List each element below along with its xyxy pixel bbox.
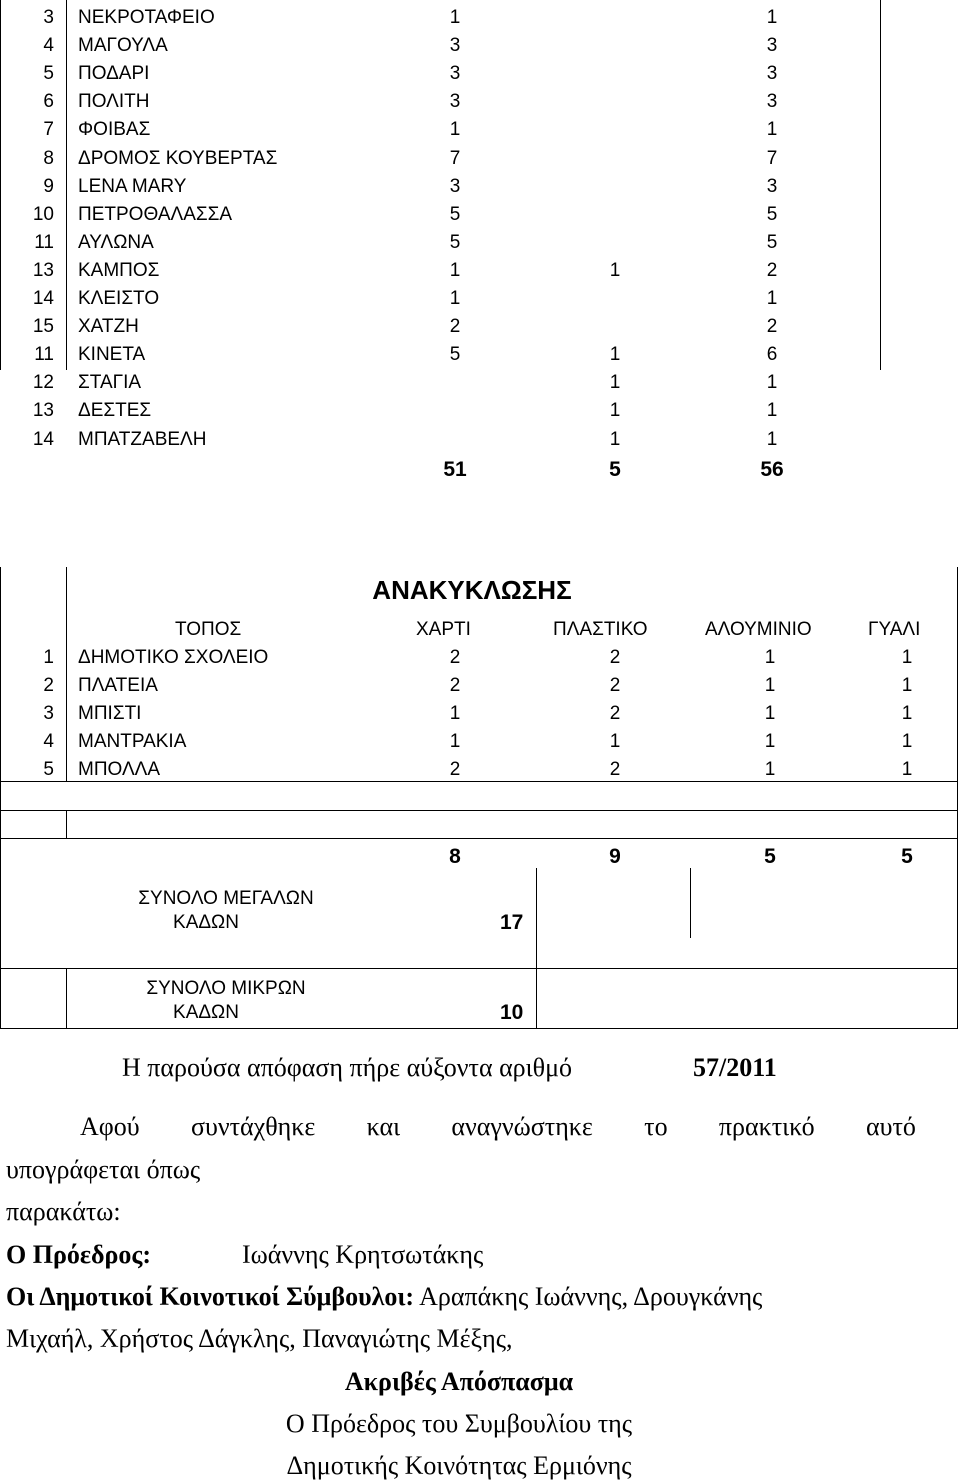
table-row <box>0 173 880 201</box>
row-value-a: 2 <box>449 316 461 338</box>
recycling-title <box>0 575 958 606</box>
councillors-label: Οι Δημοτικοί Κοινοτικοί Σύμβουλοι: <box>6 1282 415 1311</box>
row-value-b: 1 <box>609 400 621 422</box>
row-number: 3 <box>43 703 54 724</box>
row-value-c: 3 <box>766 91 778 113</box>
divider-bins-2 <box>690 868 691 938</box>
row-name: ΜΑΓΟΥΛΑ <box>78 35 168 57</box>
row-paper: 1 <box>449 731 461 752</box>
closing-word: το <box>644 1112 668 1141</box>
table-row <box>0 341 880 369</box>
closing-line-2: υπογράφεται όπως <box>6 1155 201 1184</box>
row-number: 9 <box>43 175 54 197</box>
signatory-line-1: Ο Πρόεδρος του Συμβουλίου της <box>285 1409 633 1438</box>
closing-line-1 <box>80 1112 916 1142</box>
row-name: ΧΑΤΖΗ <box>78 316 139 338</box>
row-value-a: 1 <box>449 119 461 141</box>
table-row <box>0 201 880 229</box>
row-value-c: 1 <box>766 400 778 422</box>
row-number: 14 <box>32 288 54 309</box>
table-row <box>0 257 880 285</box>
councillors-names-1: Αραπάκης Ιωάννης, Δρουγκάνης <box>419 1282 763 1311</box>
row-number: 5 <box>43 759 54 780</box>
row-name: ΠΕΤΡΟΘΑΛΑΣΣΑ <box>78 203 233 225</box>
row-plastic: 2 <box>609 703 621 724</box>
row-number: 13 <box>32 400 54 422</box>
row-glass: 1 <box>901 703 913 724</box>
row-value-c: 1 <box>766 119 778 141</box>
row-plastic: 2 <box>609 675 621 696</box>
row-value-a: 3 <box>449 63 461 85</box>
row-glass: 1 <box>901 647 913 668</box>
row-value-c: 3 <box>766 35 778 57</box>
row-glass: 1 <box>901 675 913 696</box>
row-number: 11 <box>34 231 54 253</box>
row-value-a: 5 <box>449 203 461 225</box>
table-row <box>0 60 880 88</box>
row-aluminium: 1 <box>764 703 776 724</box>
row-value-a: 3 <box>449 91 461 113</box>
row-value-a: 5 <box>449 344 461 366</box>
row-number: 3 <box>43 7 54 28</box>
row-glass: 1 <box>901 759 913 780</box>
president-name: Ιωάννης Κρητσωτάκης <box>242 1240 484 1269</box>
row-value-a: 1 <box>449 259 461 281</box>
divider-mid <box>66 810 67 838</box>
row-number: 7 <box>43 119 54 141</box>
decision-text: Η παρούσα απόφαση πήρε αύξοντα αριθμό <box>122 1053 573 1082</box>
closing-word: συντάχθηκε <box>190 1112 316 1141</box>
row-place: ΜΑΝΤΡΑΚΙΑ <box>78 731 187 752</box>
row-name: ΚΙΝΕΤΑ <box>78 344 146 366</box>
row-number: 2 <box>43 675 54 696</box>
row-value-a: 7 <box>449 147 461 169</box>
row-value-c: 5 <box>766 231 778 253</box>
material-totals-row <box>0 843 958 871</box>
small-bins-value: 10 <box>500 1001 524 1024</box>
row-name: ΠΟΛΙΤΗ <box>78 91 150 113</box>
header-paper: ΧΑΡΤΙ <box>416 619 471 640</box>
rule-4 <box>0 968 958 969</box>
header-aluminium: ΑΛΟΥΜΙΝΙΟ <box>705 619 812 640</box>
recycling-table <box>0 567 958 1029</box>
row-value-c: 7 <box>766 147 778 169</box>
recycling-row <box>0 756 958 784</box>
row-value-c: 2 <box>766 259 778 281</box>
row-aluminium: 1 <box>764 675 776 696</box>
header-row <box>0 616 958 644</box>
row-aluminium: 1 <box>764 759 776 780</box>
row-number: 5 <box>43 63 54 85</box>
row-value-c: 1 <box>766 372 778 394</box>
row-value-b: 1 <box>609 372 621 394</box>
row-name: ΠΟΔΑΡΙ <box>78 63 150 85</box>
row-name: ΚΛΕΙΣΤΟ <box>78 288 160 309</box>
rule-3 <box>0 838 958 839</box>
councillors-line-2: Μιχαήλ, Χρήστος Δάγκλης, Παναγιώτης Μέξης, <box>6 1324 513 1353</box>
table-row <box>0 32 880 60</box>
row-value-b: 1 <box>609 259 621 281</box>
table-row <box>0 145 880 173</box>
row-number: 8 <box>43 147 54 169</box>
row-name: LENA MARY <box>78 175 187 197</box>
signatory-line-2: Δημοτικής Κοινότητας Ερμιόνης <box>286 1451 632 1480</box>
row-value-c: 1 <box>766 288 778 309</box>
total-glass: 5 <box>901 845 913 868</box>
row-number: 4 <box>43 35 54 57</box>
row-number: 12 <box>32 372 54 394</box>
row-number: 13 <box>32 259 54 281</box>
recycling-title-text: ΑΝΑΚΥΚΛΩΣΗΣ <box>372 575 572 605</box>
closing-word: Αφού <box>80 1112 140 1141</box>
rule-bottom <box>0 1028 958 1029</box>
row-number: 10 <box>32 203 54 225</box>
total-plastic: 9 <box>609 845 621 868</box>
divider-bins-1 <box>536 868 537 1029</box>
row-value-a: 3 <box>449 175 461 197</box>
table-row <box>0 285 880 313</box>
row-paper: 1 <box>449 703 461 724</box>
table-row <box>0 4 880 32</box>
closing-line-3: παρακάτω: <box>6 1197 121 1226</box>
row-paper: 2 <box>449 675 461 696</box>
row-paper: 2 <box>449 759 461 780</box>
row-place: ΠΛΑΤΕΙΑ <box>78 675 158 696</box>
table-row <box>0 88 880 116</box>
recycling-row <box>0 728 958 756</box>
row-glass: 1 <box>901 731 913 752</box>
large-bins-label-2: ΚΑΔΩΝ <box>173 912 239 933</box>
row-value-c: 2 <box>766 316 778 338</box>
row-plastic: 1 <box>609 731 621 752</box>
total-b: 5 <box>609 458 621 481</box>
row-name: ΝΕΚΡΟΤΑΦΕΙΟ <box>78 7 215 28</box>
table-row <box>0 426 880 454</box>
row-name: ΚΑΜΠΟΣ <box>78 259 160 281</box>
small-bins-label-2: ΚΑΔΩΝ <box>173 1002 239 1023</box>
closing-word: αυτό <box>865 1112 916 1141</box>
row-number: 11 <box>34 344 54 366</box>
table-border-right <box>880 0 881 370</box>
row-name: ΔΡΟΜΟΣ ΚΟΥΒΕΡΤΑΣ <box>78 147 278 169</box>
row-value-a: 1 <box>449 7 461 28</box>
table-row <box>0 229 880 257</box>
row-number: 1 <box>43 647 54 668</box>
large-bins-label <box>66 887 386 935</box>
row-value-c: 3 <box>766 63 778 85</box>
councillors-line-1 <box>6 1282 762 1312</box>
recycling-row <box>0 700 958 728</box>
closing-word: αναγνώστηκε <box>451 1112 593 1141</box>
row-plastic: 2 <box>609 759 621 780</box>
row-value-c: 6 <box>766 344 778 366</box>
large-bins-value: 17 <box>500 911 524 934</box>
rule-2 <box>0 810 958 811</box>
row-value-a: 5 <box>449 231 461 253</box>
row-aluminium: 1 <box>764 731 776 752</box>
row-aluminium: 1 <box>764 647 776 668</box>
table-row <box>0 116 880 144</box>
row-name: ΔΕΣΤΕΣ <box>78 400 152 422</box>
total-aluminium: 5 <box>764 845 776 868</box>
recycling-row <box>0 672 958 700</box>
small-bins-label-1: ΣΥΝΟΛΟ ΜΙΚΡΩΝ <box>146 978 306 999</box>
row-number: 15 <box>32 316 54 338</box>
total-paper: 8 <box>449 845 461 868</box>
row-name: ΑΥΛΩΝΑ <box>78 231 154 253</box>
closing-word: πρακτικό <box>718 1112 815 1141</box>
row-number: 4 <box>43 731 54 752</box>
row-value-a: 3 <box>449 35 461 57</box>
header-place: ΤΟΠΟΣ <box>175 619 242 640</box>
row-name: ΣΤΑΓΙΑ <box>78 372 142 394</box>
table-row <box>0 369 880 397</box>
total-a: 51 <box>443 458 467 481</box>
row-value-c: 1 <box>766 7 778 28</box>
row-value-a: 1 <box>449 288 461 309</box>
closing-word: και <box>366 1112 401 1141</box>
row-number: 6 <box>43 91 54 113</box>
row-place: ΜΠΟΛΛΑ <box>78 759 161 780</box>
row-value-c: 3 <box>766 175 778 197</box>
row-paper: 2 <box>449 647 461 668</box>
row-name: ΦΟΙΒΑΣ <box>78 119 151 141</box>
decision-number: 57/2011 <box>693 1053 777 1082</box>
row-value-c: 1 <box>766 428 778 450</box>
header-glass: ΓΥΑΛΙ <box>868 619 921 640</box>
row-place: ΜΠΙΣΤΙ <box>78 703 142 724</box>
row-plastic: 2 <box>609 647 621 668</box>
table-row <box>0 397 880 425</box>
small-bins-label <box>66 977 386 1025</box>
row-name: ΜΠΑΤΖΑΒΕΛΗ <box>78 428 207 450</box>
header-plastic: ΠΛΑΣΤΙΚΟ <box>553 619 648 640</box>
large-bins-label-1: ΣΥΝΟΛΟ ΜΕΓΑΛΩΝ <box>138 888 314 909</box>
row-value-b: 1 <box>609 428 621 450</box>
president-label: Ο Πρόεδρος: <box>6 1240 152 1269</box>
table-row <box>0 313 880 341</box>
row-number: 14 <box>32 428 54 450</box>
exact-copy: Ακριβές Απόσπασμα <box>344 1367 574 1396</box>
row-place: ΔΗΜΟΤΙΚΟ ΣΧΟΛΕΙΟ <box>78 647 269 668</box>
recycling-row <box>0 644 958 672</box>
row-value-c: 5 <box>766 203 778 225</box>
row-value-b: 1 <box>609 344 621 366</box>
totals-row <box>0 456 880 484</box>
total-c: 56 <box>760 458 784 481</box>
